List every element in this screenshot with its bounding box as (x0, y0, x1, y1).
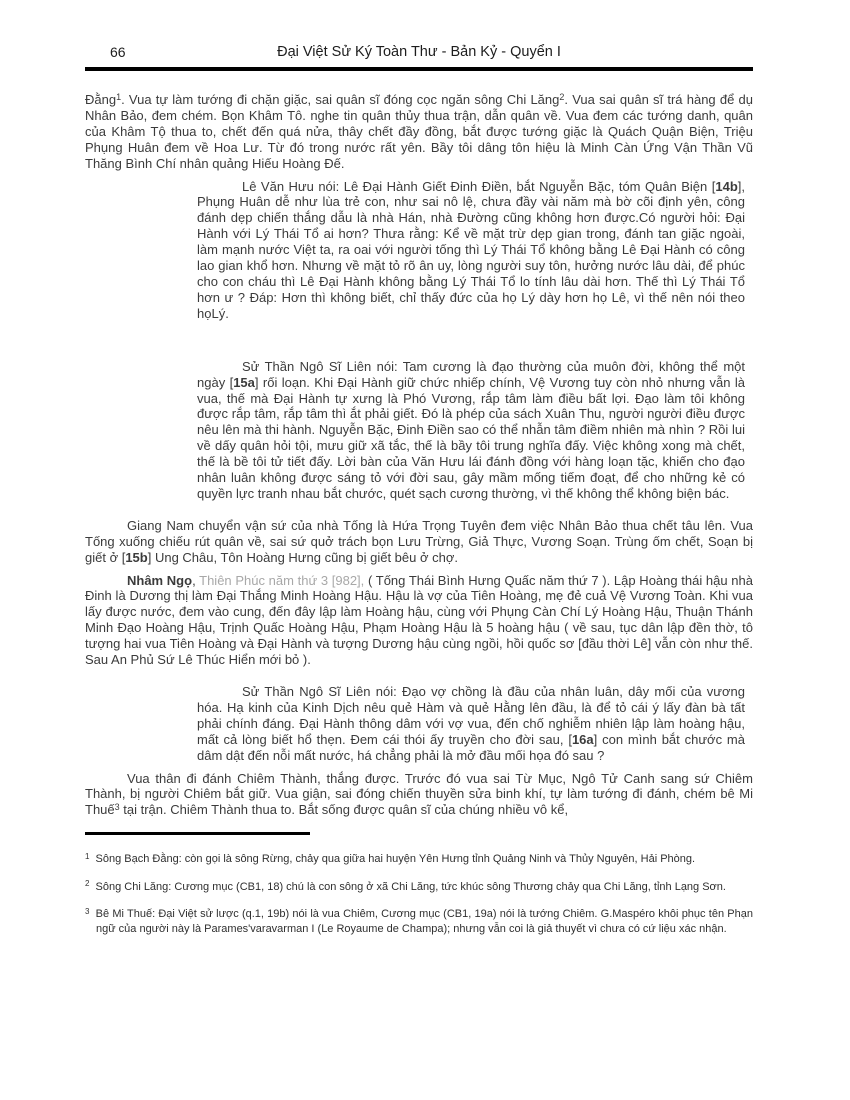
footnote-marker: 2 (85, 879, 90, 889)
footnote-2 (85, 880, 753, 895)
text-run: 15a (233, 374, 255, 390)
footnote-1 (85, 852, 753, 867)
text-run: Sông Bạch Đằng: còn gọi là sông Rừng, chảy qua giữa hai huyện Yên Hưng tỉnh Quảng Ninh và Thủy Nguyên, Hải Phòng. (92, 853, 696, 866)
paragraph-giang-nam (85, 518, 753, 566)
footnote-marker: 2 (559, 91, 565, 102)
document-title: Đại Việt Sử Ký Toàn Thư - Bản Kỷ - Quyển I (277, 44, 561, 60)
page-body (85, 71, 753, 818)
text-run: 16a (571, 731, 594, 747)
paragraph-nham-ngo (85, 573, 753, 668)
text-run: . Vua tự làm tướng đi chặn giặc, sai quân sĩ đóng cọc ngăn sông Chi Lăng (121, 92, 560, 107)
text-run: Sử Thần Ngô Sĩ Liên nói: Đạo vợ chồng là đầu của nhân luân, dây mối của vương hóa. Hạ kinh của Kinh Dịch nêu quẻ Hàm và quẻ Hằng lên đầu, là để tỏ cái ý lấy đàn bà tất phải chính đáng. Đại Hành thông dâm với vợ vua, đến chố nghiễm nhiên lập làm hoàng hậu, mất cả lòng biết hổ thẹn. Đem cái thói ấy truyền cho đời sau, [ (197, 684, 745, 747)
text-run: , (192, 572, 200, 588)
footnote-marker: 3 (85, 906, 90, 916)
footnote-3 (85, 907, 753, 936)
text-run: tại trận. Chiêm Thành thua to. Bắt sống được quân sĩ của chúng nhiều vô kể, (119, 802, 569, 818)
text-run: 14b (715, 178, 738, 194)
text-run: Vua thân đi đánh Chiêm Thành, thắng được. Trước đó vua sai Từ Mục, Ngô Tử Canh sang sứ Chiêm Thành, bị người Chiêm bắt giữ. Vua giận, sai đóng chiến thuyền sửa binh khí, tự làm tướng đi đánh, chém bê Mi Thuế (85, 770, 753, 818)
footnotes-section (85, 832, 753, 936)
text-run: ( Tống Thái Bình Hưng Quấc năm thứ 7 ). Lập Hoàng thái hậu nhà Đinh là Dương thị làm Đại Thắng Minh Hoàng Hậu. Hậu là vợ của Tiên Hoàng, mẹ đẻ cuả Vệ Vương Toàn. Khi vua lấy được nước, đem vào cung, đến đây lập làm Hoàng hậu, cùng với Phụng Càn Chí Lý Hoàng Hậu, Thuận Thánh Minh Đạo Hoàng Hậu, Trịnh Quấc Hoàng Hậu, Phạm Hoàng Hậu là 5 hoàng hậu ( về sau, tục dân lập đền thờ, tô tượng hai vua Tiên Hoàng và Đại Hành và tượng Dương hậu cùng ngồi, hồi quốc sơ [đầu thời Lê] vẫn còn như thế. Sau An Phủ Sứ Lê Thúc Hiển mới bỏ ). (85, 572, 753, 668)
page-header (85, 0, 753, 71)
text-run: Bê Mi Thuế: Đại Việt sử lược (q.1, 19b) nói là vua Chiêm, Cương mục (CB1, 19a) nói là tướng Chiêm. G.Maspéro khôi phục tên Phạn ngữ của người này là Parames'varavarman I (Le Royaume de Champa); nhưng vẫn coi là giả thuyết vì chưa có cứ liệu xác nhận. (92, 908, 753, 936)
quote-le-van-huu (197, 179, 745, 322)
paragraph-vua-than (85, 771, 753, 819)
text-run: Đằng (85, 92, 117, 107)
footnote-marker: 1 (85, 851, 90, 861)
text-run: Thiên Phúc năm thứ 3 [982], (199, 572, 365, 588)
text-run: Giang Nam chuyển vận sứ của nhà Tống là Hứa Trọng Tuyên đem việc Nhân Bảo thua chết tâu lên. Vua Tống xuống chiếu rút quân về, sai sứ quở trách bọn Lưu Trừng, Giả Thực, Vương Soạn. Trùng ốm chết, Soạn bị giết ở [ (85, 517, 753, 565)
footnote-marker: 3 (114, 801, 120, 812)
footnote-separator (85, 832, 310, 835)
text-run: Sử Thần Ngô Sĩ Liên nói: Tam cương là đạo thường của muôn đời, không thể một ngày [ (197, 358, 745, 390)
text-run: ], Phụng Huân dễ như lùa trẻ con, như sai nô lệ, chưa đầy vài năm mà bờ cõi định yên, công đánh dẹp chiến thắng dẫu là nhà Hán, nhà Đường cũng không hơn được.Có người hỏi: Đại Hành với Lý Thái Tổ ai hơn? Thưa rằng: Kể về mặt trừ dẹp gian trong, đánh tan giặc ngoài, làm mạnh nước Việt ta, ra oai với người tống thì Lý Thái Tổ không bằng Lê Đại Hành có công lao gian khổ hơn. Nhưng về mặt tỏ rõ ân uy, lòng người suy tôn, hưởng nước lâu dài, để phúc cho con cháu thì Lê Đại Hành không bằng Lý Thái Tổ lo tính lâu dài hơn. Thế thì Lý Thái Tổ hơn ư ? Đáp: Hơn thì không biết, chỉ thấy đức của họ Lý dày hơn họ Lê, vì thế nên nói theo họLý. (197, 178, 745, 321)
text-run: . Vua sai quân sĩ trá hàng để dụ Nhân Bảo, đem chém. Bọn Khâm Tô. nghe tin quân thủy thua trận, dẫn quân về. Vua đem các tướng danh, quân của Khâm Tộ thua to, chết đến quá nửa, thây chết đầy đồng, bắt được tướng giặc là Quách Quận Biện, Triệu Phụng Huân đem về Hoa Lư. Từ đó trong nước rất yên. Bầy tôi dâng tôn hiệu là Minh Càn Ứng Vận Thần Vũ Thăng Bình Chí nhân quảng Hiếu Hoàng Đế. (85, 92, 753, 171)
text-run: ] Ung Châu, Tôn Hoàng Hưng cũng bị giết bêu ở chợ. (147, 549, 458, 565)
text-run: ] rối loạn. Khi Đại Hành giữ chức nhiếp chính, Vệ Vương tuy còn nhỏ nhưng vẫn là vua, thế mà Đại Hành tự xưng là Phó Vương, rắp tâm làm điều bất lợi. Đạo làm tôi không được rắp tâm, rắp tâm thì ắt phải giết. Đó là phép của sách Xuân Thu, người người điều được nêu lên mà thi hành. Nguyễn Bặc, Đinh Điền sao có thể nhẫn tâm điềm nhiên mà nhìn ? Rồi lui về dấy quân hỏi tội, mưu giữ xã tắc, thế là bầy tôi trung nghĩa đấy. Việc không xong mà chết, thế là bề tôi tử tiết đấy. Lời bàn của Văn Hưu lái đánh đồng với hàng loạn tặc, khiến cho đạo nhân luân không được sáng tỏ với đời sau, gây mầm mống tiếm đoạt, để cho những kẻ có quyền lực tranh nhau bắt chước, quét sạch cương thường, vì thế không thể không biện bác. (197, 374, 745, 501)
paragraph-dang-continuation (85, 92, 753, 172)
text-run: Lê Văn Hưu nói: Lê Đại Hành Giết Đinh Điền, bắt Nguyễn Bặc, tóm Quân Biện [ (242, 178, 716, 194)
page-number: 66 (110, 44, 126, 60)
text-run: Sông Chi Lăng: Cương mục (CB1, 18) chú là con sông ở xã Chi Lăng, tức khúc sông Thương chảy qua Chi Lăng, tỉnh Lạng Sơn. (92, 880, 726, 893)
text-run: 15b (125, 549, 148, 565)
text-run: Nhâm Ngọ (127, 572, 193, 588)
text-run: ] con mình bắt chước mà dâm dật đến nỗi mất nước, há chẳng phải là mở đầu mối họa đó sau ? (197, 731, 745, 763)
footnote-marker: 1 (116, 91, 122, 102)
quote-ngo-si-lien-1 (197, 359, 745, 502)
quote-ngo-si-lien-2 (197, 684, 745, 764)
